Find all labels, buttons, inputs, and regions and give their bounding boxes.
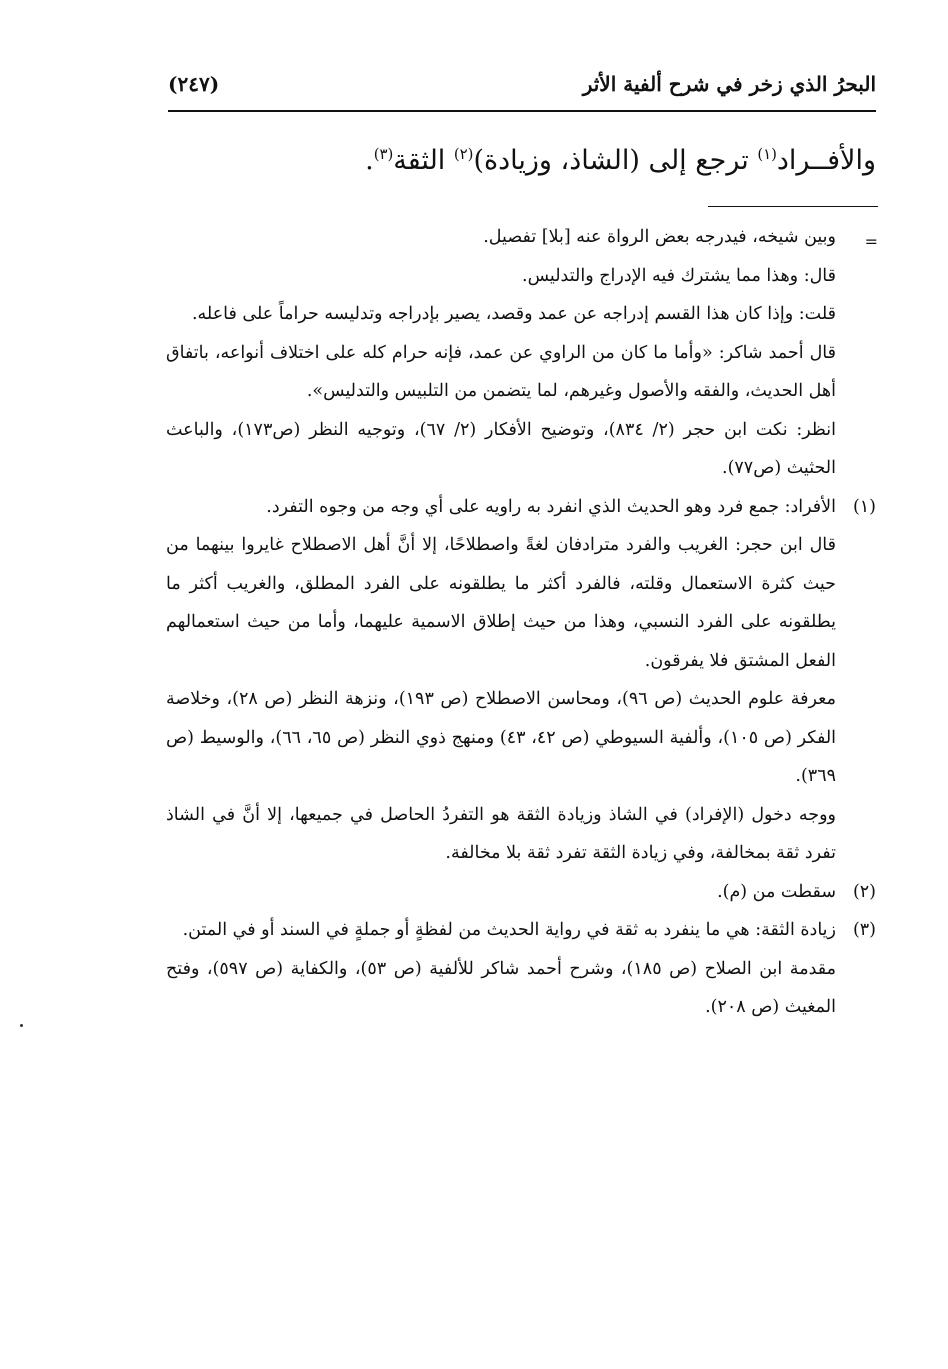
footnote-paragraph: انظر: نكت ابن حجر (٢/ ٨٣٤)، وتوضيح الأفكار (٢/ ٦٧)، وتوجيه النظر (ص١٧٣)، والباعث الحثيث (ص٧٧).: [166, 419, 836, 478]
footnotes-section: [166, 218, 876, 1027]
footnote-1: [166, 488, 876, 873]
footnote-paragraph: معرفة علوم الحديث (ص ٩٦)، ومحاسن الاصطلاح (ص ١٩٣)، ونزهة النظر (ص ٢٨)، وخلاصة الفكر (ص ١٠٥)، وألفية السيوطي (ص ٤٢، ٤٣) ومنهج ذوي النظر (ص ٦٥، ٦٦)، والوسيط (ص ٣٦٩).: [166, 689, 837, 786]
footnote-paragraph: قال ابن حجر: الغريب والفرد مترادفان لغةً واصطلاحًا، إلا أنَّ أهل الاصطلاح غايروا بينهما من حيث كثرة الاستعمال وقلته، فالفرد أكثر ما يطلقونه على الفرد المطلق، والغريب أكثر ما يطلقونه على الفرد النسبي، وهذا من حيث إطلاق الاسمية عليهما، وأما من حيث استعمالهم الفعل المشتق فلا يفرقون.: [166, 535, 836, 671]
verse-text: والأفــراد: [776, 145, 876, 176]
footnote-paragraph: زيادة الثقة: هي ما ينفرد به ثقة في رواية الحديث من لفظةٍ أو جملةٍ في السند أو في المتن.: [182, 920, 836, 940]
footnote-paragraph: مقدمة ابن الصلاح (ص ١٨٥)، وشرح أحمد شاكر للألفية (ص ٥٣)، والكفاية (ص ٥٩٧)، وفتح المغيث (ص ٢٠٨).: [166, 958, 836, 1017]
footnote-paragraph: قال أحمد شاكر: «وأما ما كان من الراوي عن عمد، فإنه حرام كله على اختلاف أنواعه، باتفاق أهل الحديث، والفقه والأصول وغيرهم، لما يتضمن من التلبيس والتدليس».: [166, 342, 836, 401]
footnote-separator: [708, 206, 878, 207]
scan-speck: [20, 1024, 23, 1027]
page-header: [168, 70, 876, 110]
footnote-ref: (١): [757, 145, 777, 163]
footnote-number: (٣): [852, 920, 876, 940]
footnote-paragraph: ووجه دخول (الإفراد) في الشاذ وزيادة الثقة هو التفردُ الحاصل في جميعها، إلا أنَّ في الشاذ تفرد ثقة بمخالفة، وفي زيادة الثقة تفرد ثقة بلا مخالفة.: [166, 804, 836, 863]
verse-text: الثقة: [393, 145, 454, 176]
footnote-paragraph: قال: وهذا مما يشترك فيه الإدراج والتدليس.: [522, 265, 836, 286]
footnote-paragraph: الأفراد: جمع فرد وهو الحديث الذي انفرد به راويه على أي وجه من وجوه التفرد.: [266, 496, 836, 517]
footnote-number: (١): [852, 496, 876, 517]
footnote-ref: (٣): [373, 145, 394, 163]
footnote-paragraph: وبين شيخه، فيدرجه بعض الرواة عنه [بلا] تفصيل.: [483, 227, 836, 247]
running-title: البحرُ الذي زخر في شرح ألفية الأثر: [582, 72, 876, 96]
footnote-paragraph: قلت: وإذا كان هذا القسم إدراجه عن عمد وقصد، يصير بإدراجه وتدليسه حراماً على فاعله.: [191, 304, 836, 324]
footnote-number: (٢): [852, 881, 876, 902]
footnote-continuation: [166, 218, 876, 488]
header-rule: [168, 110, 876, 112]
verse-text: ترجع إلى (الشاذ، وزيادة): [473, 145, 758, 176]
page-number: (٢٤٧): [168, 72, 220, 96]
footnote-paragraph: سقطت من (م).: [717, 881, 836, 902]
continuation-mark: =: [864, 232, 878, 251]
main-verse: [156, 132, 876, 183]
verse-text: .: [365, 145, 374, 176]
footnote-2: [166, 873, 876, 912]
footnote-ref: (٢): [453, 145, 474, 163]
footnote-3: [166, 911, 876, 1027]
